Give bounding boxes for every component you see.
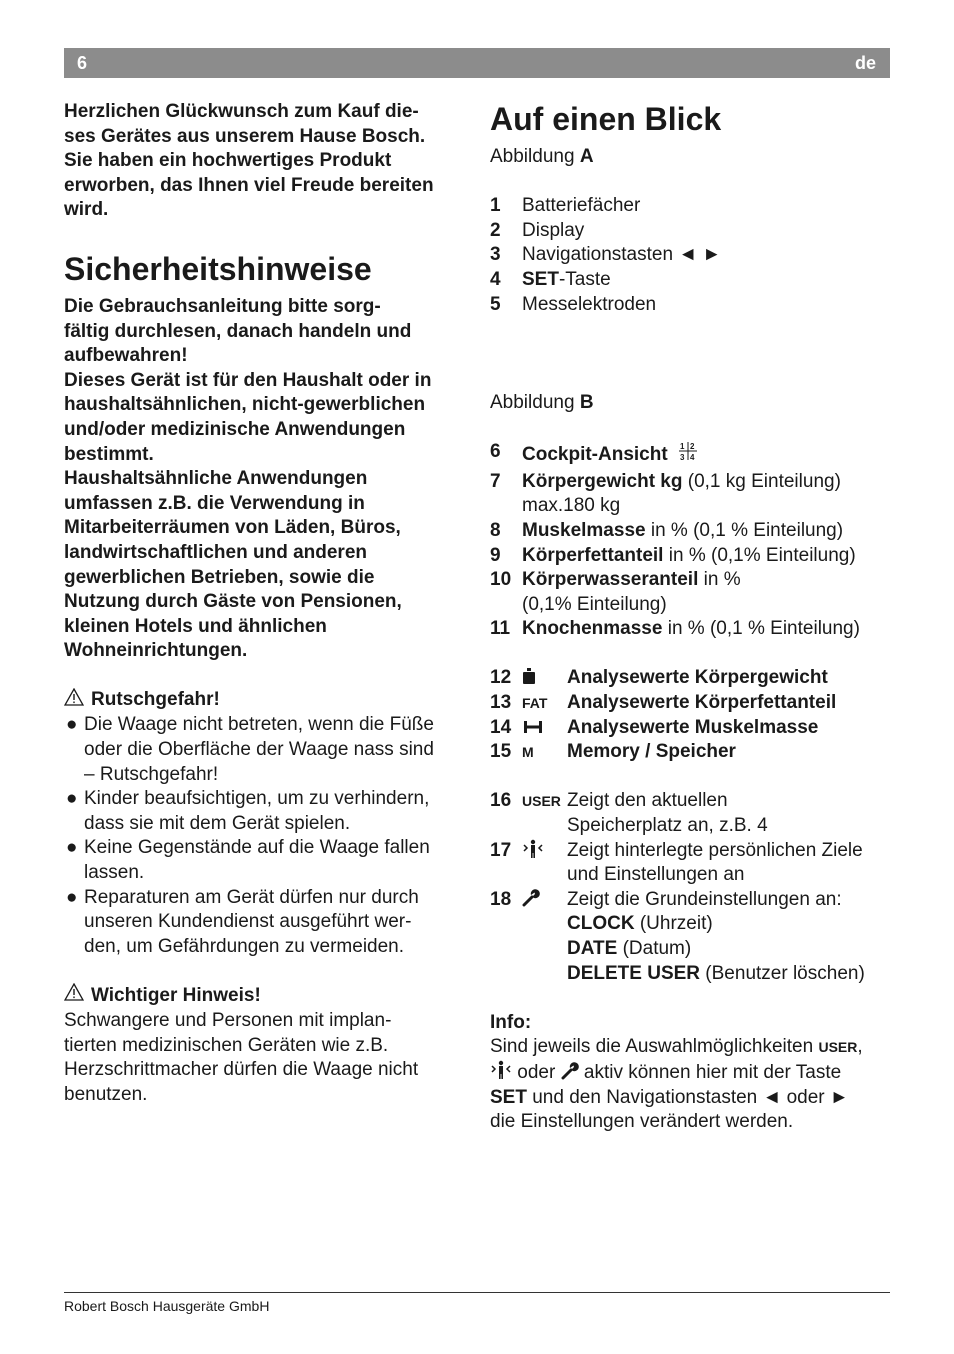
list-item <box>490 243 900 268</box>
setting-desc: (Datum) <box>617 938 692 959</box>
page-header-bar <box>64 48 890 78</box>
setting-label: DATE <box>567 938 618 959</box>
safety-heading: Sicherheitshinweise <box>64 250 372 287</box>
list-item <box>490 789 900 838</box>
svg-text:4: 4 <box>689 453 695 463</box>
important-notice-text <box>64 1009 466 1107</box>
notice-line: benutzen. <box>64 1083 148 1105</box>
safety-line: Mitarbeiterräumen von Läden, Büros, <box>64 517 401 539</box>
warning-triangle-icon <box>64 688 84 714</box>
figure-b-list <box>490 440 900 642</box>
list-item <box>490 888 900 986</box>
item-number: 17 <box>490 839 512 861</box>
item-text <box>522 440 900 470</box>
setting-clock <box>567 913 713 934</box>
setting-desc: (Benutzer löschen) <box>700 962 865 984</box>
item-text: Analysewerte Körperfettanteil <box>567 692 837 714</box>
item-label: Knochenmasse <box>522 618 663 640</box>
safety-line: umfassen z.B. die Verwendung in <box>64 492 365 514</box>
list-item <box>490 740 900 765</box>
list-item <box>490 716 900 741</box>
item-number: 18 <box>490 888 512 910</box>
bullet-line: oder die Oberfläche der Waage nass sind <box>84 739 434 761</box>
bullet-line: den, um Gefährdungen zu vermeiden. <box>84 935 405 957</box>
item-text <box>522 519 900 544</box>
item-detail: in % <box>698 569 741 591</box>
item-detail: in % (0,1 % Einteilung) <box>662 618 860 640</box>
item-number: 9 <box>490 544 501 566</box>
item-number: 12 <box>490 667 512 689</box>
safety-line: landwirtschaftlichen und anderen <box>64 541 367 563</box>
item-detail: (0,1 kg Einteilung) <box>682 470 841 492</box>
safety-line: bestimmt. <box>64 443 154 465</box>
item-text <box>522 470 900 519</box>
bullet-line: Die Waage nicht betreten, wenn die Füße <box>84 714 434 736</box>
left-column <box>64 100 466 1107</box>
item-suffix: -Taste <box>558 268 611 290</box>
safety-line: kleinen Hotels und ähnlichen <box>64 615 327 637</box>
item-text <box>522 617 900 642</box>
list-item <box>490 691 900 716</box>
item-text: Navigationstasten ◄ ► <box>522 244 722 266</box>
item-text <box>567 839 900 888</box>
muscle-icon <box>522 716 567 741</box>
footer-company: Robert Bosch Hausgeräte GmbH <box>64 1298 270 1314</box>
setting-date <box>567 938 691 959</box>
svg-text:1: 1 <box>679 442 685 452</box>
item-number: 1 <box>490 195 501 217</box>
safety-line: Dieses Gerät ist für den Haushalt oder in <box>64 369 432 391</box>
person-goal-icon <box>490 1062 512 1083</box>
figure-label: Abbildung <box>490 391 575 413</box>
list-item <box>490 194 900 219</box>
item-label: Körperfettanteil <box>522 544 664 566</box>
fat-icon: FAT <box>522 695 548 712</box>
item-line: Zeigt den aktuellen <box>567 790 728 812</box>
item-line: Zeigt die Grundeinstellungen an: <box>567 888 842 910</box>
figure-b-caption <box>490 391 900 416</box>
item-number: 8 <box>490 519 501 541</box>
important-notice-title <box>64 983 466 1009</box>
person-goal-icon <box>522 839 567 888</box>
item-number: 7 <box>490 470 501 492</box>
svg-text:2: 2 <box>689 442 695 452</box>
item-number: 11 <box>490 618 511 640</box>
slip-bullet-list <box>64 713 466 959</box>
item-text: Display <box>522 219 585 241</box>
info-line: aktiv können hier mit der Taste <box>578 1061 842 1083</box>
setting-delete-user <box>567 963 865 984</box>
safety-text <box>64 295 466 664</box>
figure-a-caption <box>490 145 900 170</box>
figure-label: Abbildung <box>490 146 575 167</box>
item-text: Memory / Speicher <box>567 741 736 763</box>
item-text: Analysewerte Körpergewicht <box>567 667 828 689</box>
setting-desc: (Uhrzeit) <box>634 913 713 935</box>
figure-letter: B <box>579 391 594 413</box>
list-item <box>490 568 900 617</box>
item-text: Batteriefächer <box>522 195 641 217</box>
bullet-line: unseren Kundendienst ausgeführt wer- <box>84 911 412 933</box>
item-detail: in % (0,1 % Einteilung) <box>645 519 844 541</box>
bullet-line: Keine Gegenstände auf die Waage fallen <box>84 837 430 859</box>
warning-triangle-icon <box>64 983 84 1009</box>
item-number: 2 <box>490 219 501 241</box>
list-item <box>490 519 900 544</box>
cockpit-grid-icon <box>677 440 699 470</box>
item-text: Messelektroden <box>522 293 657 315</box>
set-label: SET <box>490 1086 527 1108</box>
figure-a-list <box>490 194 900 317</box>
analysis-list <box>490 666 900 764</box>
language-code: de <box>854 53 876 73</box>
info-line: und den Navigationstasten ◄ oder ► <box>526 1086 849 1108</box>
intro-line: Sie haben ein hochwertiges Produkt <box>64 150 392 172</box>
item-label: Muskelmasse <box>522 519 646 541</box>
safety-line: und/oder medizinische Anwendungen <box>64 418 406 440</box>
notice-line: Herzschrittmacher dürfen die Waage nicht <box>64 1059 419 1081</box>
item-line: Zeigt hinterlegte persönlichen Ziele <box>567 839 863 861</box>
user-icon: USER <box>818 1039 858 1056</box>
wrench-icon <box>522 888 567 986</box>
list-item: ● Reparaturen am Gerät dürfen nur durch unseren Kundendienst ausgeführt wer- den, um Gefährdungen zu vermeiden. <box>64 886 466 960</box>
safety-line: aufbewahren! <box>64 345 188 367</box>
list-item <box>490 617 900 642</box>
important-notice-label: Wichtiger Hinweis! <box>91 984 261 1006</box>
info-line: Sind jeweils die Auswahlmöglichkeiten <box>490 1036 814 1058</box>
item-label: Körperwasseranteil <box>522 569 699 591</box>
item-detail: in % (0,1% Einteilung) <box>663 544 856 566</box>
item-number: 5 <box>490 293 501 315</box>
item-text: Analysewerte Muskelmasse <box>567 716 819 738</box>
item-text <box>522 544 900 569</box>
slip-warning-label: Rutschgefahr! <box>91 689 220 711</box>
item-number: 15 <box>490 741 512 763</box>
weight-icon <box>522 666 567 691</box>
slip-warning-title <box>64 688 466 714</box>
safety-line: fältig durchlesen, danach handeln und <box>64 320 412 342</box>
intro-line: ses Gerätes aus unserem Hause Bosch. <box>64 125 426 147</box>
safety-line: Haushaltsähnliche Anwendungen <box>64 468 368 490</box>
page-number: 6 <box>77 53 88 73</box>
info-title: Info: <box>490 1011 532 1033</box>
notice-line: Schwangere und Personen mit implan- <box>64 1010 392 1031</box>
user-icon: USER <box>522 793 561 810</box>
bullet-line: lassen. <box>84 862 145 884</box>
list-item: ● Die Waage nicht betreten, wenn die Füße oder die Oberfläche der Waage nass sind – Rutschgefahr! <box>64 713 466 787</box>
item-number: 6 <box>490 441 501 463</box>
list-item <box>490 470 900 519</box>
bullet-line: Kinder beaufsichtigen, um zu verhindern, <box>84 788 430 810</box>
bullet-line: Reparaturen am Gerät dürfen nur durch <box>84 886 419 908</box>
right-column <box>490 100 900 1135</box>
item-continuation: max.180 kg <box>522 495 621 517</box>
item-number: 4 <box>490 268 501 290</box>
safety-line: haushaltsähnlichen, nicht-gewerblichen <box>64 394 426 416</box>
item-line: und Einstellungen an <box>567 864 745 886</box>
list-item <box>490 293 900 318</box>
safety-line: Nutzung durch Gäste von Pensionen, <box>64 591 402 613</box>
item-text <box>567 888 900 986</box>
info-text: Sind jeweils die Auswahlmöglichkeiten USER, oder aktiv können hier mit der Taste SET und den Navigationstasten ◄ oder ► die Einstellungen verändert werden. <box>490 1035 900 1134</box>
info-line: oder <box>512 1061 561 1083</box>
notice-line: tierten medizinischen Geräten wie z.B. <box>64 1034 389 1056</box>
wrench-icon <box>561 1062 579 1083</box>
list-item <box>490 219 900 244</box>
svg-text:3: 3 <box>679 453 685 463</box>
list-item <box>490 268 900 293</box>
list-item: ● Keine Gegenstände auf die Waage fallen lassen. <box>64 836 466 885</box>
overview-heading: Auf einen Blick <box>490 101 722 137</box>
info-line: die Einstellungen verändert werden. <box>490 1111 794 1133</box>
safety-line: gewerblichen Betrieben, sowie die <box>64 566 375 588</box>
item-number: 3 <box>490 244 501 266</box>
list-item <box>490 544 900 569</box>
safety-line: Wohneinrichtungen. <box>64 640 248 662</box>
item-text <box>567 789 900 838</box>
item-text <box>522 568 900 617</box>
set-label: SET <box>522 268 559 290</box>
footer-divider <box>64 1292 890 1293</box>
item-number: 16 <box>490 790 512 812</box>
item-number: 13 <box>490 692 512 714</box>
list-item <box>490 666 900 691</box>
memory-icon: M <box>522 744 534 761</box>
setting-label: DELETE USER <box>567 962 701 984</box>
intro-line: erworben, das Ihnen viel Freude bereiten <box>64 174 434 196</box>
setting-label: CLOCK <box>567 913 635 935</box>
item-continuation: (0,1% Einteilung) <box>522 593 667 615</box>
item-number: 14 <box>490 716 512 738</box>
list-item: ● Kinder beaufsichtigen, um zu verhindern, dass sie mit dem Gerät spielen. <box>64 787 466 836</box>
item-label: Cockpit-Ansicht <box>522 443 668 465</box>
intro-line: wird. <box>64 199 109 221</box>
figure-letter: A <box>579 146 594 167</box>
intro-text <box>64 100 466 223</box>
bullet-line: dass sie mit dem Gerät spielen. <box>84 812 351 834</box>
intro-line: Herzlichen Glückwunsch zum Kauf die- <box>64 101 419 122</box>
list-item <box>490 440 900 470</box>
item-label: Körpergewicht kg <box>522 470 683 492</box>
info-list <box>490 789 900 986</box>
item-number: 10 <box>490 569 512 591</box>
item-line: Speicherplatz an, z.B. 4 <box>567 815 768 837</box>
list-item <box>490 839 900 888</box>
item-text <box>522 268 900 293</box>
bullet-line: – Rutschgefahr! <box>84 763 219 785</box>
safety-line: Die Gebrauchsanleitung bitte sorg- <box>64 295 381 317</box>
